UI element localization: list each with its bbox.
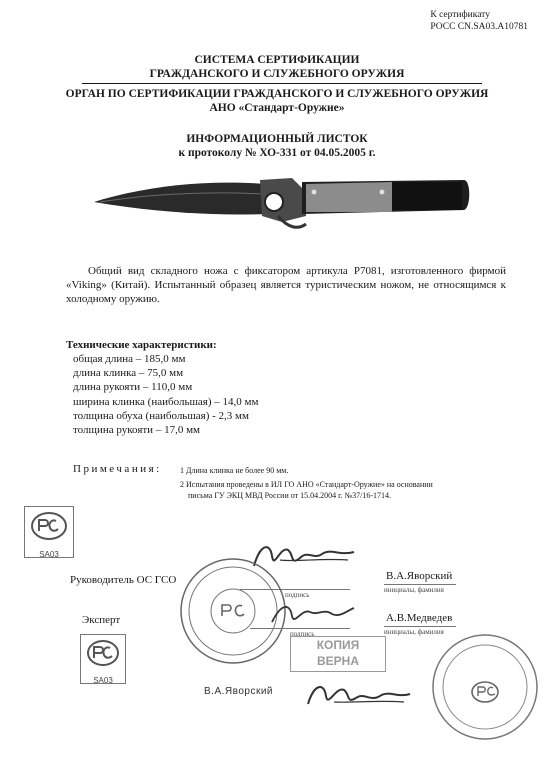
head-name-line: [384, 584, 456, 585]
spec-item: длина рукояти – 110,0 мм: [73, 381, 193, 393]
notes-label: Примечания:: [73, 463, 162, 475]
expert-caption-name: инициалы, фамилия: [384, 628, 444, 636]
head-name: В.А.Яворский: [386, 570, 453, 582]
expert-caption-sign: подпись: [290, 630, 315, 638]
copy-stamp-line-1: КОПИЯ: [316, 638, 360, 652]
name-stamp: В.А.Яворский: [204, 686, 273, 697]
spec-item: толщина рукояти – 17,0 мм: [73, 424, 200, 436]
note-2-line-1: 2 Испытания проведены в ИЛ ГО АНО «Стандарт-Оружие» на основании: [180, 480, 433, 489]
expert-name: А.В.Медведев: [386, 612, 453, 624]
logo-code: SA03: [39, 550, 59, 559]
spec-item: длина клинка – 75,0 мм: [73, 367, 184, 379]
reference-number: РОСС CN.SA03.A10781: [430, 22, 528, 32]
pct-logo-icon: [25, 507, 73, 545]
logo-code: SA03: [93, 676, 113, 685]
copy-certified-stamp: [290, 636, 386, 672]
bottom-signature: [304, 676, 414, 716]
header-line-2: ГРАЖДАНСКОГО И СЛУЖЕБНОГО ОРУЖИЯ: [149, 68, 405, 80]
expert-sign-line: [250, 628, 350, 629]
certification-logo: [24, 506, 74, 558]
spec-item: толщина обуха (наибольшая) - 2,3 мм: [73, 410, 249, 422]
expert-signature: [268, 596, 358, 630]
note-2-line-2: письма ГУ ЭКЦ МВД России от 15.04.2004 г. №37/16-1714.: [188, 491, 392, 500]
head-caption-sign: подпись: [285, 591, 310, 599]
expert-name-line: [384, 626, 456, 627]
expert-role: Эксперт: [82, 614, 121, 626]
note-1: 1 Длина клинка не более 90 мм.: [180, 466, 289, 475]
document-subtitle: к протоколу № ХО-331 от 04.05.2005 г.: [178, 147, 376, 159]
header-rule: [82, 83, 482, 84]
copy-stamp-line-2: ВЕРНА: [316, 654, 359, 668]
header-line-4: АНО «Стандарт-Оружие»: [209, 102, 345, 114]
head-role: Руководитель ОС ГСО: [70, 574, 177, 586]
expert-certification-logo: [80, 634, 126, 684]
certificate-reference: [430, 9, 528, 33]
spec-item: общая длина – 185,0 мм: [73, 353, 186, 365]
header-line-3: ОРГАН ПО СЕРТИФИКАЦИИ ГРАЖДАНСКОГО И СЛУЖЕБНОГО ОРУЖИЯ: [65, 88, 489, 100]
document-title: ИНФОРМАЦИОННЫЙ ЛИСТОК: [186, 133, 368, 145]
bottom-right-seal: [430, 632, 540, 742]
specs-title: Технические характеристики:: [66, 339, 217, 351]
knife-image: [92, 170, 472, 242]
reference-line-1: К сертификату: [430, 10, 490, 20]
header-line-1: СИСТЕМА СЕРТИФИКАЦИИ: [194, 54, 360, 66]
spec-item: ширина клинка (наибольшая) – 14,0 мм: [73, 396, 259, 408]
head-caption-name: инициалы, фамилия: [384, 586, 444, 594]
pct-logo-icon: [81, 635, 125, 671]
description-paragraph: Общий вид складного ножа с фиксатором артикула P7081, изготовленного фирмой «Viking» (Китай). Испытанный образец является туристическим ножом, не относящимся к холодному оружию.: [66, 265, 506, 305]
